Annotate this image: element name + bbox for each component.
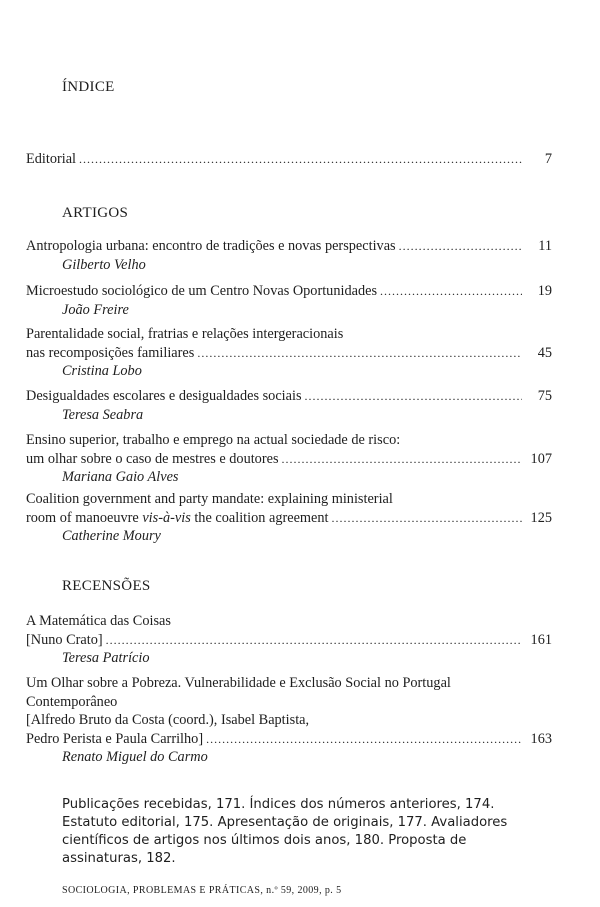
dot-leader [106, 631, 522, 650]
page-number: 75 [537, 388, 552, 404]
entry-title-continued: nas recomposições familiares [26, 344, 195, 361]
toc-entry-article[interactable] [26, 431, 552, 487]
page-number: 163 [530, 730, 552, 747]
entry-author: Cristina Lobo [62, 363, 142, 379]
entry-title-continued: [Alfredo Bruto da Costa (coord.), Isabel Baptista, [26, 712, 310, 728]
entry-title: Editorial [26, 151, 77, 167]
toc-entry-article[interactable] [26, 387, 552, 424]
title-part: the coalition agreement [190, 509, 329, 526]
entry-author: Teresa Patrício [62, 650, 150, 666]
entry-author: Catherine Moury [62, 528, 161, 544]
dot-leader [380, 282, 522, 301]
entry-title-continued: um olhar sobre o caso de mestres e doutores [26, 450, 279, 467]
dot-leader [332, 509, 522, 528]
page-number: 11 [538, 238, 552, 254]
entry-title: Ensino superior, trabalho e emprego na actual sociedade de risco: [26, 432, 401, 448]
dot-leader [305, 387, 522, 406]
dot-leader [282, 450, 522, 469]
toc-entry-article[interactable] [26, 237, 552, 274]
page-number: 107 [530, 450, 552, 467]
entry-title: Microestudo sociológico de um Centro Novas Oportunidades [26, 283, 378, 299]
additional-contents-note: Publicações recebidas, 171. Índices dos números anteriores, 174. Estatuto editorial, 175. Apresentação de originais, 177. Avaliadores científicos de artigos nos últimos dois anos, 180. Proposta de assinaturas, 182. [62, 797, 508, 866]
running-footer: SOCIOLOGIA, PROBLEMAS E PRÁTICAS, n.º 59, 2009, p. 5 [62, 885, 342, 896]
entry-title-continued: Contemporâneo [26, 693, 118, 710]
dot-leader [197, 344, 522, 363]
indice-heading: ÍNDICE [62, 79, 115, 95]
title-part: room of manoeuvre [26, 509, 139, 526]
entry-author: Renato Miguel do Carmo [62, 749, 208, 765]
toc-entry-article[interactable] [26, 490, 552, 546]
entry-title: Antropologia urbana: encontro de tradições e novas perspectivas [26, 238, 396, 254]
title-emphasis: vis-à-vis [138, 509, 191, 526]
entry-title-continued: Pedro Perista e Paula Carrilho] [26, 730, 204, 747]
toc-entry-article[interactable] [26, 282, 552, 319]
toc-entry-editorial[interactable] [26, 150, 552, 169]
dot-leader [79, 150, 522, 169]
entry-author: Teresa Seabra [62, 406, 144, 423]
entry-author: João Freire [62, 301, 129, 318]
entry-title: Parentalidade social, fratrias e relações intergeracionais [26, 326, 344, 342]
entry-title: Desigualdades escolares e desigualdades sociais [26, 388, 302, 404]
toc-entry-review[interactable] [26, 612, 552, 668]
toc-entry-review[interactable] [26, 674, 552, 767]
entry-title-continued: [Nuno Crato] [26, 631, 103, 648]
entry-author: Mariana Gaio Alves [62, 469, 179, 485]
recensoes-heading: RECENSÕES [62, 578, 151, 594]
dot-leader [399, 237, 522, 256]
page-number: 125 [530, 509, 552, 526]
toc-entry-article[interactable] [26, 325, 552, 381]
entry-author: Gilberto Velho [62, 256, 146, 273]
page-number: 161 [530, 631, 552, 648]
page-number: 7 [544, 151, 552, 167]
entry-title: Coalition government and party mandate: explaining ministerial [26, 491, 393, 507]
artigos-heading: ARTIGOS [62, 205, 129, 221]
page-number: 19 [537, 283, 552, 299]
entry-title-continued [26, 509, 329, 528]
dot-leader [206, 730, 522, 749]
entry-title: Um Olhar sobre a Pobreza. Vulnerabilidade e Exclusão Social no Portugal [26, 675, 451, 691]
entry-title: A Matemática das Coisas [26, 613, 171, 629]
page-number: 45 [537, 344, 552, 361]
